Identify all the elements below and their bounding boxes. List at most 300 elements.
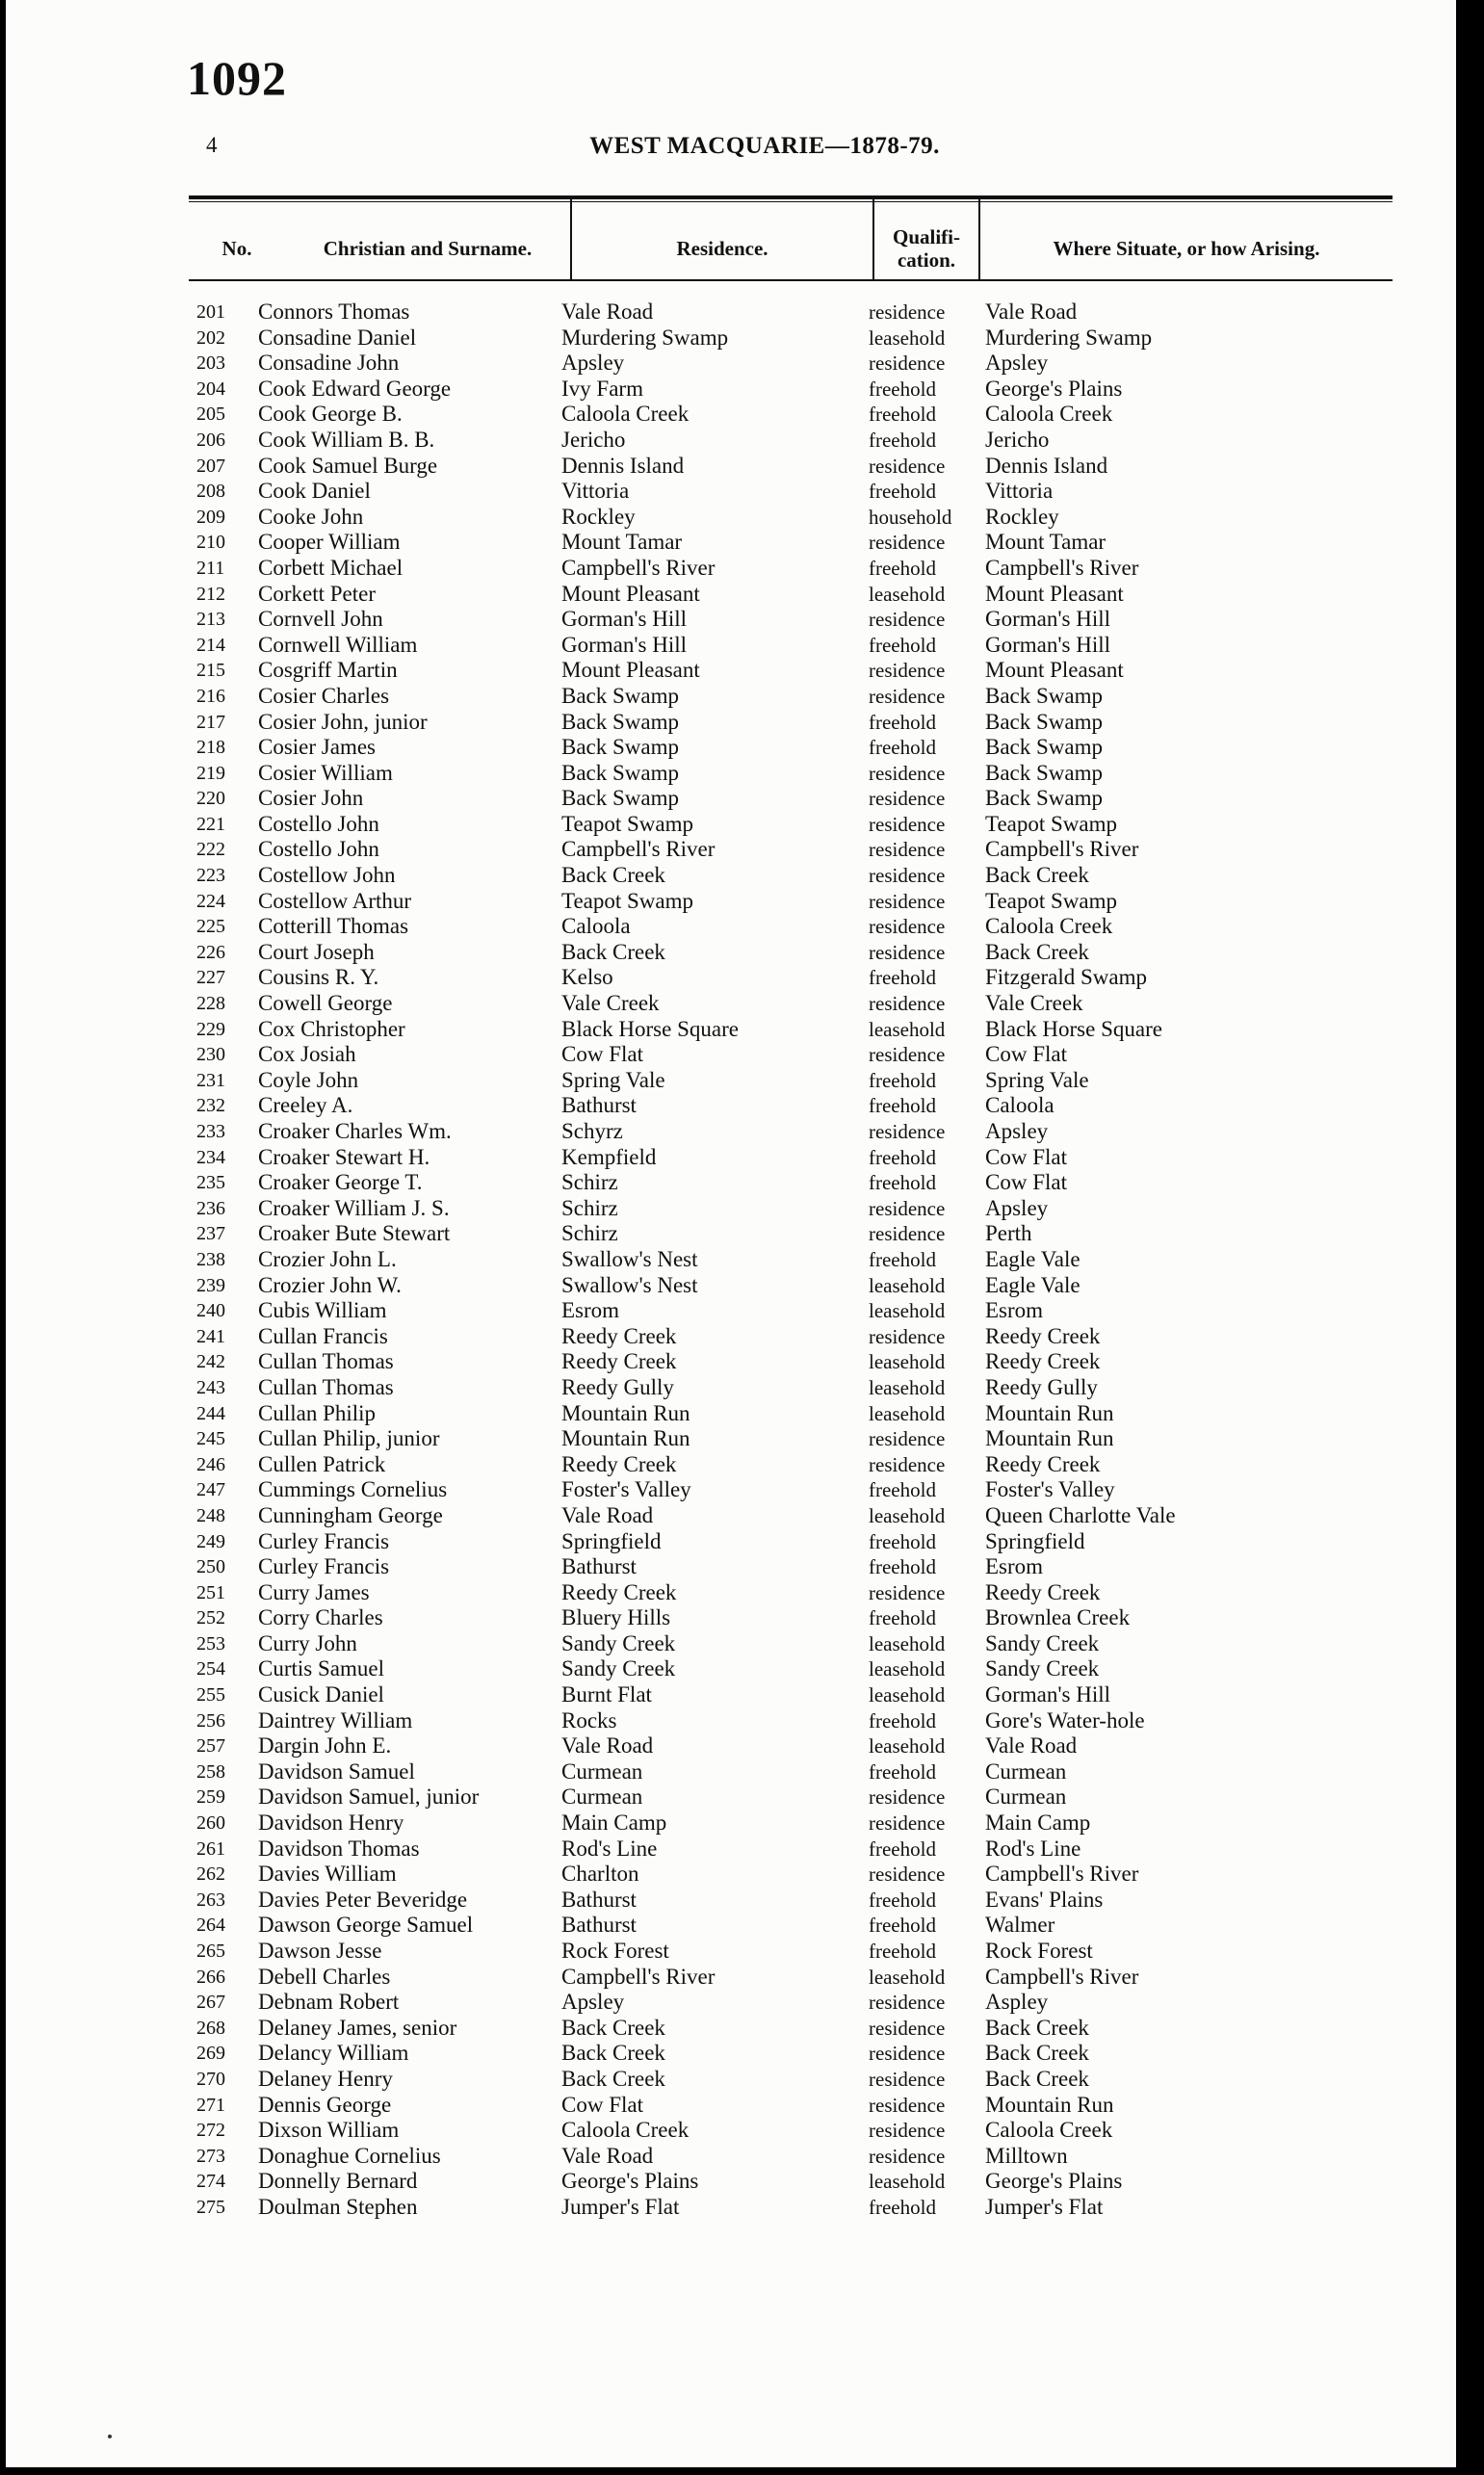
qualification: leasehold — [869, 326, 946, 350]
where-situate: Vale Road — [985, 300, 1078, 324]
row-number: 209 — [196, 506, 225, 528]
voter-name: Cox Josiah — [258, 1042, 356, 1067]
residence: Rockley — [561, 504, 636, 529]
residence: Teapot Swamp — [561, 888, 694, 913]
voter-name: Costello John — [258, 837, 379, 862]
table-row — [6, 2144, 1456, 2170]
qualification: residence — [869, 889, 946, 913]
qualification: household — [869, 505, 952, 529]
qualification: residence — [869, 352, 946, 376]
voter-name: Davidson Samuel, junior — [258, 1785, 480, 1810]
table-row — [6, 377, 1456, 403]
row-number: 210 — [196, 532, 225, 554]
table-row — [6, 1580, 1456, 1606]
qualification: residence — [869, 2144, 946, 2168]
qualification: freehold — [869, 1555, 936, 1579]
table-row — [6, 2016, 1456, 2042]
where-situate: Vale Road — [985, 1733, 1078, 1759]
qualification: freehold — [869, 1708, 936, 1732]
residence: Gorman's Hill — [561, 607, 687, 632]
table-row — [6, 2067, 1456, 2093]
row-number: 272 — [196, 2120, 225, 2142]
where-situate: Gorman's Hill — [985, 632, 1110, 657]
row-number: 244 — [196, 1402, 225, 1424]
voter-name: Davidson Thomas — [258, 1836, 420, 1861]
row-number: 238 — [196, 1248, 225, 1270]
voter-name: Consadine Daniel — [258, 325, 417, 350]
residence: Burnt Flat — [561, 1682, 652, 1707]
row-number: 262 — [196, 1863, 225, 1886]
table-row — [6, 1529, 1456, 1555]
residence: Spring Vale — [561, 1067, 665, 1092]
residence: Mount Tamar — [561, 530, 683, 555]
where-situate: Eagle Vale — [985, 1246, 1080, 1271]
residence: Esrom — [561, 1298, 620, 1323]
residence: Jericho — [561, 427, 626, 452]
where-situate: Campbell's River — [985, 555, 1139, 580]
row-number: 206 — [196, 429, 225, 451]
table-row — [6, 710, 1456, 736]
row-number: 248 — [196, 1504, 225, 1526]
voter-name: Consadine John — [258, 351, 400, 376]
row-number: 257 — [196, 1735, 225, 1758]
row-number: 263 — [196, 1889, 225, 1911]
row-number: 251 — [196, 1581, 225, 1603]
where-situate: Back Creek — [985, 863, 1089, 888]
voter-name: Dixson William — [258, 2118, 400, 2143]
residence: Bathurst — [561, 1554, 637, 1579]
voter-name: Daintrey William — [258, 1707, 413, 1732]
voter-name: Cosier John — [258, 786, 364, 811]
qualification: residence — [869, 940, 946, 964]
residence: Back Creek — [561, 863, 665, 888]
table-row — [6, 1503, 1456, 1529]
row-number: 223 — [196, 865, 225, 887]
residence: Kelso — [561, 965, 613, 990]
voter-name: Creeley A. — [258, 1093, 353, 1118]
table-row — [6, 837, 1456, 863]
table-row — [6, 1196, 1456, 1222]
qualification: leasehold — [869, 1734, 946, 1759]
row-number: 239 — [196, 1274, 225, 1296]
residence: Caloola Creek — [561, 2118, 690, 2143]
voter-name: Delaney Henry — [258, 2066, 393, 2091]
voter-name: Cook Samuel Burge — [258, 453, 438, 478]
qualification: leasehold — [869, 1299, 946, 1323]
where-situate: Cow Flat — [985, 1170, 1067, 1195]
where-situate: Walmer — [985, 1913, 1055, 1938]
residence: Vale Road — [561, 1733, 654, 1759]
voter-name: Crozier John L. — [258, 1246, 397, 1271]
residence: Charlton — [561, 1862, 639, 1887]
table-row — [6, 914, 1456, 940]
where-situate: Mountain Run — [985, 1400, 1114, 1425]
qualification: freehold — [869, 428, 936, 452]
row-number: 241 — [196, 1325, 225, 1347]
residence: Reedy Gully — [561, 1374, 674, 1399]
qualification: leasehold — [869, 1401, 946, 1425]
where-situate: Back Swamp — [985, 683, 1104, 708]
table-row — [6, 1682, 1456, 1708]
voter-name: Cooper William — [258, 530, 401, 555]
qualification: freehold — [869, 1171, 936, 1195]
where-situate: Jericho — [985, 427, 1050, 452]
qualification: freehold — [869, 1837, 936, 1861]
voter-name: Davies William — [258, 1862, 397, 1887]
qualification: leasehold — [869, 1017, 946, 1041]
voter-name: Cowell George — [258, 991, 393, 1016]
row-number: 227 — [196, 967, 225, 989]
qualification: freehold — [869, 966, 936, 990]
voter-name: Cornvell John — [258, 607, 383, 632]
where-situate: Fitzgerald Swamp — [985, 965, 1147, 990]
where-situate: Back Creek — [985, 2041, 1089, 2066]
residence: Vale Road — [561, 2143, 654, 2168]
where-situate: Back Swamp — [985, 709, 1104, 734]
where-situate: Campbell's River — [985, 837, 1139, 862]
qualification: residence — [869, 2067, 946, 2091]
table-row — [6, 1068, 1456, 1094]
qualification: leasehold — [869, 1631, 946, 1655]
qualification: freehold — [869, 2195, 936, 2219]
row-number: 234 — [196, 1146, 225, 1168]
voter-name: Cosier John, junior — [258, 709, 428, 734]
qualification: leasehold — [869, 1375, 946, 1399]
table-row — [6, 1888, 1456, 1914]
voter-name: Cousins R. Y. — [258, 965, 379, 990]
table-row — [6, 1733, 1456, 1759]
row-number: 259 — [196, 1786, 225, 1809]
row-number: 219 — [196, 762, 225, 784]
table-row — [6, 428, 1456, 454]
voter-name: Cooke John — [258, 504, 364, 529]
where-situate: Aspley — [985, 1990, 1049, 2015]
voter-name: Donaghue Cornelius — [258, 2143, 441, 2168]
residence: Schirz — [561, 1195, 618, 1220]
where-situate: Back Creek — [985, 2015, 1089, 2040]
row-number: 249 — [196, 1530, 225, 1552]
row-number: 242 — [196, 1351, 225, 1373]
where-situate: Rock Forest — [985, 1939, 1093, 1963]
table-row — [6, 1939, 1456, 1965]
residence: Sandy Creek — [561, 1656, 676, 1681]
table-row — [6, 735, 1456, 761]
where-situate: George's Plains — [985, 376, 1123, 401]
where-situate: Spring Vale — [985, 1067, 1089, 1092]
qualification: freehold — [869, 377, 936, 401]
residence: Kempfield — [561, 1144, 657, 1169]
residence: George's Plains — [561, 2169, 699, 2194]
residence: Murdering Swamp — [561, 325, 729, 350]
where-situate: Mountain Run — [985, 1426, 1114, 1451]
where-situate: Caloola Creek — [985, 914, 1113, 939]
voter-name: Cosier Charles — [258, 683, 390, 708]
qualification: residence — [869, 787, 946, 811]
where-situate: Rockley — [985, 504, 1059, 529]
row-number: 230 — [196, 1044, 225, 1066]
qualification: freehold — [869, 556, 936, 580]
residence: Back Swamp — [561, 786, 680, 811]
residence: Schyrz — [561, 1119, 623, 1143]
where-situate: Dennis Island — [985, 453, 1108, 478]
row-number: 203 — [196, 352, 225, 375]
qualification: residence — [869, 838, 946, 862]
voter-name: Dawson Jesse — [258, 1939, 382, 1963]
table-row — [6, 1170, 1456, 1196]
residence: Back Swamp — [561, 709, 680, 734]
residence: Sandy Creek — [561, 1630, 676, 1655]
table-row — [6, 1145, 1456, 1171]
row-number: 266 — [196, 1966, 225, 1988]
qualification: freehold — [869, 1478, 936, 1502]
column-divider-2 — [872, 199, 874, 279]
qualification: residence — [869, 1991, 946, 2015]
where-situate: Black Horse Square — [985, 1016, 1162, 1041]
residence: Black Horse Square — [561, 1016, 739, 1041]
voter-name: Costellow John — [258, 863, 396, 888]
row-number: 211 — [196, 557, 225, 579]
table-row — [6, 1093, 1456, 1119]
row-number: 256 — [196, 1709, 225, 1732]
row-number: 217 — [196, 711, 225, 733]
row-number: 221 — [196, 813, 225, 835]
residence: Vale Creek — [561, 991, 660, 1016]
running-title-wrap — [6, 133, 1456, 160]
qualification: residence — [869, 608, 946, 632]
voter-name: Croaker Bute Stewart — [258, 1221, 451, 1246]
where-situate: Rod's Line — [985, 1836, 1081, 1861]
sheet-number: 4 — [206, 133, 218, 157]
voter-name: Curtis Samuel — [258, 1656, 384, 1681]
residence: Main Camp — [561, 1811, 667, 1836]
table-row — [6, 300, 1456, 326]
table-row — [6, 684, 1456, 710]
voter-name: Costello John — [258, 811, 379, 836]
voter-name: Dennis George — [258, 2092, 392, 2117]
residence: Ivy Farm — [561, 376, 643, 401]
row-number: 201 — [196, 301, 225, 323]
row-number: 271 — [196, 2094, 225, 2116]
table-row — [6, 1631, 1456, 1657]
row-number: 215 — [196, 660, 225, 682]
where-situate: Sandy Creek — [985, 1630, 1100, 1655]
residence: Apsley — [561, 1990, 625, 2015]
qualification: residence — [869, 864, 946, 888]
where-situate: Back Creek — [985, 939, 1089, 964]
table-row — [6, 1811, 1456, 1837]
table-row — [6, 1554, 1456, 1580]
where-situate: Eagle Vale — [985, 1272, 1080, 1297]
residence: Back Creek — [561, 939, 665, 964]
table-row — [6, 1862, 1456, 1888]
header-top-rule-thin — [189, 201, 1393, 202]
where-situate: Main Camp — [985, 1811, 1091, 1836]
where-situate: Teapot Swamp — [985, 811, 1118, 836]
qualification: leasehold — [869, 1683, 946, 1707]
row-number: 212 — [196, 583, 225, 605]
where-situate: Evans' Plains — [985, 1887, 1104, 1912]
table-row — [6, 761, 1456, 787]
table-row — [6, 2041, 1456, 2067]
residence: Mountain Run — [561, 1426, 690, 1451]
table-row — [6, 658, 1456, 684]
table-row — [6, 1477, 1456, 1503]
voter-name: Debnam Robert — [258, 1990, 400, 2015]
where-situate: Esrom — [985, 1554, 1044, 1579]
row-number: 240 — [196, 1300, 225, 1322]
residence: Schirz — [561, 1170, 618, 1195]
residence: Bathurst — [561, 1887, 637, 1912]
voter-name: Delancy William — [258, 2041, 409, 2066]
residence: Reedy Creek — [561, 1349, 677, 1374]
voter-name: Coyle John — [258, 1067, 359, 1092]
qualification: residence — [869, 454, 946, 478]
row-number: 254 — [196, 1658, 225, 1680]
table-row — [6, 556, 1456, 582]
row-number: 243 — [196, 1376, 225, 1398]
row-number: 265 — [196, 1941, 225, 1962]
voter-name: Cornwell William — [258, 632, 418, 657]
row-number: 218 — [196, 737, 225, 759]
row-number: 253 — [196, 1632, 225, 1654]
where-situate: Mountain Run — [985, 2092, 1114, 2117]
table-row — [6, 351, 1456, 377]
where-situate: Caloola Creek — [985, 402, 1113, 427]
row-number: 255 — [196, 1684, 225, 1706]
qualification: freehold — [869, 403, 936, 427]
where-situate: Gore's Water-hole — [985, 1707, 1145, 1732]
table-row — [6, 454, 1456, 480]
voter-name: Croaker William J. S. — [258, 1195, 450, 1220]
row-number: 216 — [196, 685, 225, 707]
row-number: 222 — [196, 839, 225, 861]
residence: Teapot Swamp — [561, 811, 694, 836]
residence: Bathurst — [561, 1093, 637, 1118]
where-situate: Sandy Creek — [985, 1656, 1100, 1681]
where-situate: Perth — [985, 1221, 1032, 1246]
residence: Campbell's River — [561, 837, 716, 862]
table-row — [6, 786, 1456, 812]
table-row — [6, 479, 1456, 505]
row-number: 237 — [196, 1223, 225, 1245]
table-row — [6, 1426, 1456, 1452]
voter-name: Cullan Francis — [258, 1323, 388, 1348]
where-situate: Back Creek — [985, 2066, 1089, 2091]
where-situate: Caloola Creek — [985, 2118, 1113, 2143]
qualification: residence — [869, 1324, 946, 1348]
qualification: residence — [869, 1863, 946, 1887]
qualification: freehold — [869, 1940, 936, 1963]
residence: Back Swamp — [561, 683, 680, 708]
residence: Curmean — [561, 1759, 643, 1784]
residence: Cow Flat — [561, 2092, 643, 2117]
qualification: freehold — [869, 1606, 936, 1630]
where-situate: Cow Flat — [985, 1042, 1067, 1067]
row-number: 220 — [196, 788, 225, 810]
table-row — [6, 940, 1456, 966]
qualification: leasehold — [869, 1503, 946, 1527]
residence: Jumper's Flat — [561, 2194, 680, 2219]
voter-name: Curry John — [258, 1630, 357, 1655]
table-row — [6, 1759, 1456, 1785]
table-row — [6, 1965, 1456, 1991]
row-number: 274 — [196, 2171, 225, 2193]
residence: Vale Road — [561, 300, 654, 324]
voter-name: Cullan Philip — [258, 1400, 377, 1425]
row-number: 246 — [196, 1453, 225, 1475]
residence: Campbell's River — [561, 555, 716, 580]
voter-name: Cox Christopher — [258, 1016, 405, 1041]
where-situate: Foster's Valley — [985, 1477, 1115, 1502]
residence: Apsley — [561, 351, 625, 376]
where-situate: Caloola — [985, 1093, 1054, 1118]
residence: Cow Flat — [561, 1042, 643, 1067]
where-situate: Gorman's Hill — [985, 607, 1110, 632]
where-situate: Mount Tamar — [985, 530, 1106, 555]
voter-name: Cosgriff Martin — [258, 658, 398, 683]
where-situate: Milltown — [985, 2143, 1068, 2168]
qualification: residence — [869, 1222, 946, 1246]
voter-name: Croaker Stewart H. — [258, 1144, 430, 1169]
table-row — [6, 1273, 1456, 1299]
qualification: leasehold — [869, 1350, 946, 1374]
residence: Bathurst — [561, 1913, 637, 1938]
where-situate: George's Plains — [985, 2169, 1123, 2194]
row-number: 250 — [196, 1556, 225, 1578]
voter-name: Doulman Stephen — [258, 2194, 418, 2219]
voter-name: Cook Edward George — [258, 376, 452, 401]
header-name: Christian and Surname. — [323, 236, 533, 260]
table-row — [6, 1349, 1456, 1375]
header-top-rule — [189, 195, 1393, 199]
residence: Springfield — [561, 1528, 662, 1553]
where-situate: Mount Pleasant — [985, 581, 1124, 606]
residence: Mount Pleasant — [561, 658, 700, 683]
voter-name: Davies Peter Beveridge — [258, 1887, 468, 1912]
voter-name: Cosier William — [258, 760, 393, 785]
row-number: 231 — [196, 1069, 225, 1091]
table-row — [6, 1401, 1456, 1427]
row-number: 225 — [196, 916, 225, 938]
residence: Mountain Run — [561, 1400, 690, 1425]
where-situate: Back Swamp — [985, 786, 1104, 811]
qualification: residence — [869, 1580, 946, 1604]
row-number: 235 — [196, 1172, 225, 1194]
where-situate: Back Swamp — [985, 735, 1104, 760]
row-number: 213 — [196, 609, 225, 631]
qualification: freehold — [869, 1094, 936, 1118]
qualification: residence — [869, 812, 946, 836]
voter-name: Croaker George T. — [258, 1170, 423, 1195]
row-number: 228 — [196, 993, 225, 1015]
voter-name: Davidson Henry — [258, 1811, 404, 1836]
row-number: 224 — [196, 890, 225, 912]
qualification: freehold — [869, 633, 936, 657]
residence: Back Swamp — [561, 760, 680, 785]
voter-name: Croaker Charles Wm. — [258, 1119, 452, 1143]
voter-name: Cook William B. B. — [258, 427, 435, 452]
where-situate: Reedy Creek — [985, 1323, 1101, 1348]
voter-name: Cullen Patrick — [258, 1451, 386, 1476]
row-number: 232 — [196, 1095, 225, 1117]
residence: Mount Pleasant — [561, 581, 700, 606]
qualification: freehold — [869, 1247, 936, 1271]
residence: Swallow's Nest — [561, 1246, 698, 1271]
voter-name: Curley Francis — [258, 1528, 390, 1553]
row-number: 205 — [196, 404, 225, 426]
table-row — [6, 505, 1456, 531]
residence: Rocks — [561, 1707, 617, 1732]
